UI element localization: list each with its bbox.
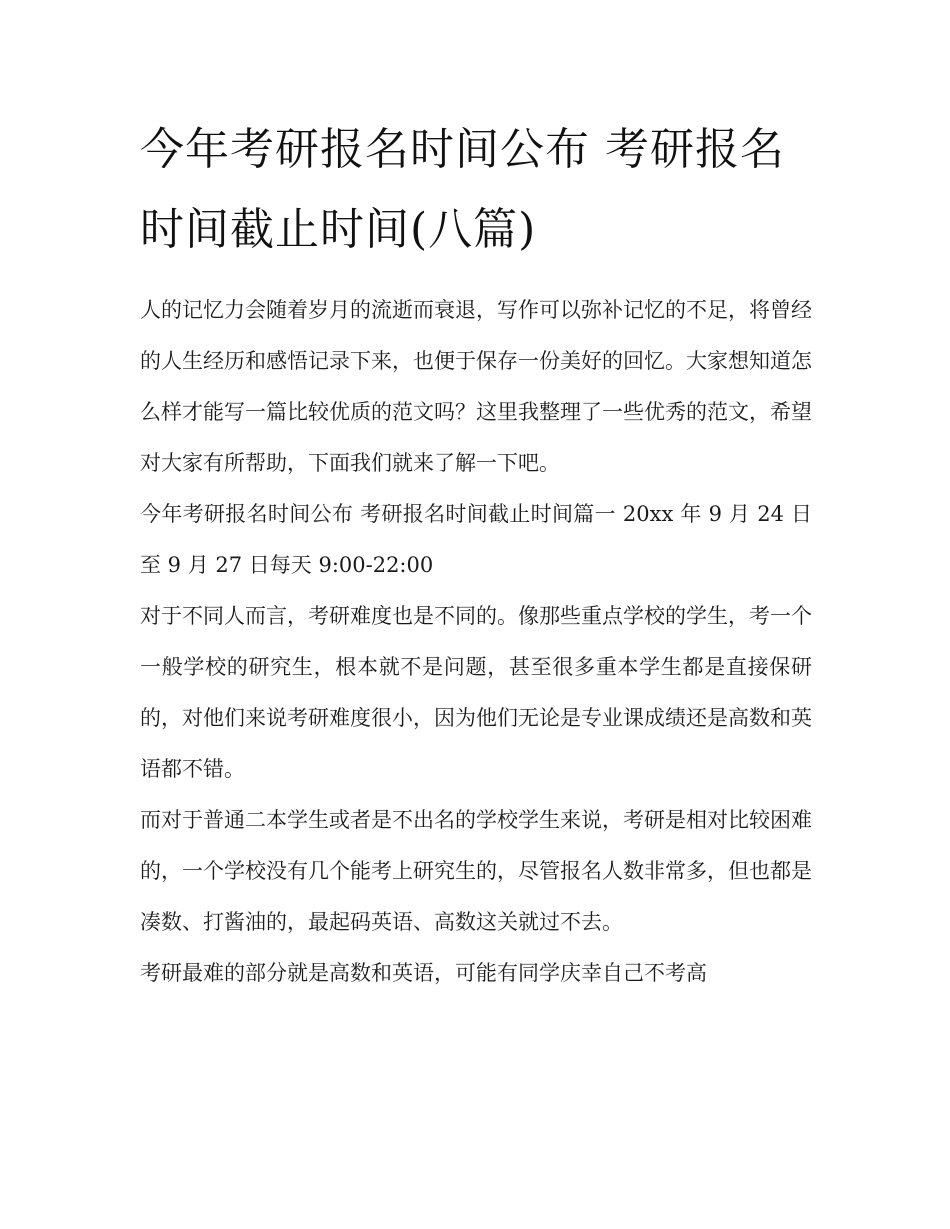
paragraph-registration-time: 今年考研报名时间公布 考研报名时间截止时间篇一 20xx 年 9 月 24 日至 9 月 27 日每天 9:00-22:00 <box>140 502 812 577</box>
document-body <box>140 285 812 999</box>
paragraph-difficulty: 对于不同人而言，考研难度也是不同的。像那些重点学校的学生，考一个一般学校的研究生，根本就不是问题，甚至很多重本学生都是直接保研的，对他们来说考研难度很小，因为他们无论是专业课成绩还是高数和英语都不错。 <box>140 604 812 781</box>
document-page <box>140 110 812 999</box>
paragraph-ordinary-students: 而对于普通二本学生或者是不出名的学校学生来说，考研是相对比较困难的，一个学校没有几个能考上研究生的，尽管报名人数非常多，但也都是凑数、打酱油的，最起码英语、高数这关就过不去。 <box>140 808 812 934</box>
paragraph-intro: 人的记忆力会随着岁月的流逝而衰退，写作可以弥补记忆的不足，将曾经的人生经历和感悟记录下来，也便于保存一份美好的回忆。大家想知道怎么样才能写一篇比较优质的范文吗？这里我整理了一些优秀的范文，希望对大家有所帮助，下面我们就来了解一下吧。 <box>140 298 812 475</box>
paragraph-hardest-parts: 考研最难的部分就是高数和英语，可能有同学庆幸自己不考高 <box>140 961 707 985</box>
document-title: 今年考研报名时间公布 考研报名时间截止时间(八篇) <box>140 124 785 255</box>
